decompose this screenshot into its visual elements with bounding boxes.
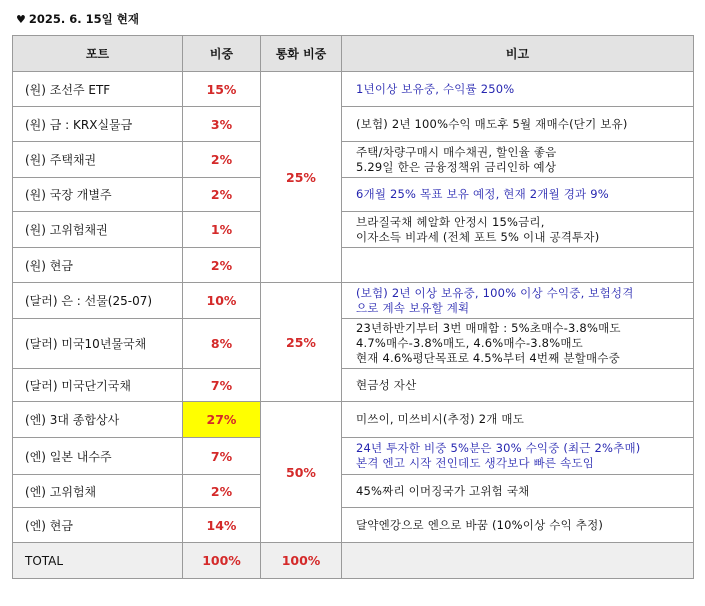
note-line: 달약엔강으로 엔으로 바꿈 (10%이상 수익 추정) [356, 517, 604, 532]
note-line: 5.29일 한은 금융정책위 금리인하 예상 [356, 159, 557, 174]
note-line: (보험) 2년 이상 보유중, 100% 이상 수익중, 보험성격 [356, 285, 634, 300]
heart-icon: ♥ [16, 13, 26, 26]
weight-cell: 8% [183, 319, 261, 369]
port-cell: (달러) 은 : 선물(25-07) [13, 283, 183, 319]
note-line: 23년하반기부터 3번 매매함 : 5%초매수-3.8%매도 [356, 321, 621, 335]
header-row [13, 36, 694, 72]
table-row [13, 438, 694, 475]
port-cell: (원) 조선주 ETF [13, 72, 183, 107]
note-cell [342, 212, 694, 248]
table-row [13, 402, 694, 438]
total-label: TOTAL [13, 543, 183, 579]
port-cell: (엔) 고위험채 [13, 475, 183, 508]
port-cell: (원) 주택채권 [13, 142, 183, 178]
weight-cell: 14% [183, 508, 261, 543]
port-cell: (원) 고위험채권 [13, 212, 183, 248]
date-text: 2025. 6. 15일 현재 [28, 12, 139, 26]
note-line: 현재 4.6%평단목표로 4.5%부터 4번째 분할매수중 [356, 351, 620, 365]
note-line: 이자소득 비과세 (전체 포트 5% 이내 공격투자) [356, 229, 600, 244]
currency-weight-cell: 25% [261, 72, 342, 283]
weight-cell: 7% [183, 369, 261, 402]
table-row [13, 283, 694, 319]
table-row [13, 142, 694, 178]
port-cell: (달러) 미국단기국채 [13, 369, 183, 402]
note-line: 본격 엔고 시작 전인데도 생각보다 빠른 속도임 [356, 456, 595, 470]
note-cell [342, 248, 694, 283]
table-row [13, 319, 694, 369]
table-row [13, 508, 694, 543]
table-row [13, 248, 694, 283]
note-line: 1년이상 보유중, 수익률 250% [356, 81, 515, 96]
weight-cell: 3% [183, 107, 261, 142]
note-line: 브라질국채 헤알화 안정시 15%금리, [356, 214, 545, 229]
note-cell [342, 475, 694, 508]
port-cell: (엔) 일본 내수주 [13, 438, 183, 475]
port-cell: (원) 금 : KRX실물금 [13, 107, 183, 142]
port-cell: (달러) 미국10년물국채 [13, 319, 183, 369]
note-cell [342, 319, 694, 369]
total-currency-weight: 100% [261, 543, 342, 579]
col-header-note: 비고 [342, 36, 694, 72]
note-line: 으로 계속 보유할 계획 [356, 300, 470, 315]
weight-cell: 1% [183, 212, 261, 248]
col-header-port: 포트 [13, 36, 183, 72]
note-line: 미쓰이, 미쓰비시(추정) 2개 매도 [356, 412, 525, 426]
weight-cell: 15% [183, 72, 261, 107]
weight-cell: 27% [183, 402, 261, 438]
port-cell: (엔) 3대 종합상사 [13, 402, 183, 438]
note-cell [342, 178, 694, 212]
col-header-weight: 비중 [183, 36, 261, 72]
note-cell [342, 402, 694, 438]
note-line: 현금성 자산 [356, 377, 417, 392]
note-line: 주택/차량구매시 매수채권, 할인율 좋음 [356, 144, 557, 159]
note-cell [342, 142, 694, 178]
table-row [13, 475, 694, 508]
table-row [13, 212, 694, 248]
note-line: 6개월 25% 목표 보유 예정, 현재 2개월 경과 9% [356, 187, 609, 201]
table-row [13, 72, 694, 107]
total-row [13, 543, 694, 579]
note-line: 4.7%매수-3.8%매도, 4.6%매수-3.8%매도 [356, 336, 583, 350]
port-cell: (원) 국장 개별주 [13, 178, 183, 212]
note-line: (보험) 2년 100%수익 매도후 5월 재매수(단기 보유) [356, 116, 628, 131]
total-note [342, 543, 694, 579]
note-line: 45%짜리 이머징국가 고위험 국채 [356, 483, 530, 498]
note-line: 24년 투자한 비중 5%분은 30% 수익중 (최근 2%추매) [356, 441, 641, 455]
port-cell: (원) 현금 [13, 248, 183, 283]
note-cell [342, 438, 694, 475]
portfolio-table [12, 35, 694, 579]
col-header-currency: 통화 비중 [261, 36, 342, 72]
total-weight: 100% [183, 543, 261, 579]
weight-cell: 7% [183, 438, 261, 475]
note-cell [342, 283, 694, 319]
weight-cell: 2% [183, 178, 261, 212]
note-cell [342, 508, 694, 543]
note-cell [342, 107, 694, 142]
weight-cell: 2% [183, 142, 261, 178]
note-cell [342, 369, 694, 402]
table-row [13, 178, 694, 212]
currency-weight-cell: 50% [261, 402, 342, 543]
port-cell: (엔) 현금 [13, 508, 183, 543]
table-row [13, 107, 694, 142]
weight-cell: 10% [183, 283, 261, 319]
currency-weight-cell: 25% [261, 283, 342, 402]
note-cell [342, 72, 694, 107]
date-line [16, 9, 139, 29]
weight-cell: 2% [183, 475, 261, 508]
table-row [13, 369, 694, 402]
weight-cell: 2% [183, 248, 261, 283]
